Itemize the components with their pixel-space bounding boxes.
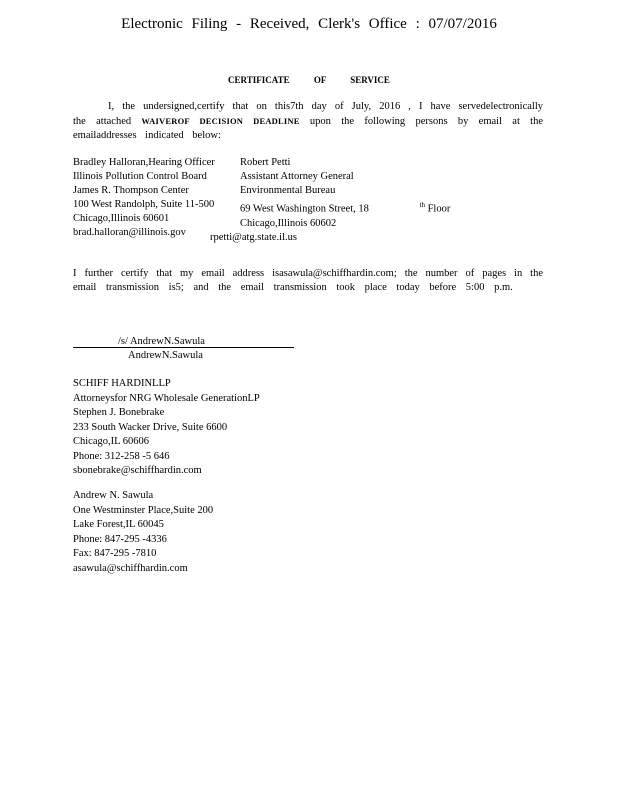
attorney-city: Lake Forest,IL 60045 bbox=[73, 519, 164, 530]
intro-line-2 bbox=[73, 114, 543, 129]
firm-phone: Phone: 312-258 -5 646 bbox=[73, 450, 170, 462]
recipient-name: Bradley Halloran,Hearing Officer bbox=[73, 157, 215, 168]
firm-street: 233 South Wacker Drive, Suite 6600 bbox=[73, 421, 228, 433]
further-line-1: I further certify that my email address isasawula@schiffhardin.com; the number of pages in the bbox=[73, 268, 543, 279]
recipient-name: Robert Petti bbox=[240, 157, 291, 168]
further-line-2: email transmission is5; and the email transmission took place today before 5:00 p.m. bbox=[73, 282, 513, 293]
service-list-left bbox=[73, 156, 215, 240]
further-certification bbox=[73, 267, 543, 295]
intro-line-2-pre: the attached bbox=[73, 116, 132, 127]
attorney-name: Andrew N. Sawula bbox=[73, 490, 154, 501]
recipient-street-text: 69 West Washington Street, 18 bbox=[240, 203, 369, 215]
signature-slash: /s/ AndrewN.Sawula bbox=[118, 336, 205, 347]
recipient-email-text: rpetti@atg.state.il.us bbox=[210, 231, 297, 243]
document-title: WAIVEROF DECISION DEADLINE bbox=[141, 116, 300, 126]
floor-superscript: th bbox=[419, 201, 425, 209]
firm-city: Chicago,IL 60606 bbox=[73, 436, 150, 447]
firm-attorney: Stephen J. Bonebrake bbox=[73, 407, 165, 418]
recipient-city: Chicago,Illinois 60602 bbox=[240, 217, 337, 229]
intro-line-1: I, the undersigned,certify that on this7th day of July, 2016 , I have servedelectronically bbox=[108, 101, 543, 112]
filing-stamp-header: Electronic Filing - Received, Clerk's Office : 07/07/2016 bbox=[121, 16, 497, 32]
attorney-email: asawula@schiffhardin.com bbox=[73, 562, 188, 574]
firm-role: Attorneysfor NRG Wholesale GenerationLP bbox=[73, 392, 260, 404]
signature-line bbox=[73, 347, 294, 348]
certificate-intro bbox=[73, 100, 543, 143]
recipient-email: brad.halloran@illinois.gov bbox=[73, 227, 186, 238]
recipient-street bbox=[240, 198, 450, 217]
service-list-right bbox=[210, 156, 451, 245]
attorney-fax: Fax: 847-295 -7810 bbox=[73, 548, 157, 559]
recipient-building: James R. Thompson Center bbox=[73, 185, 189, 196]
firm-name: SCHIFF HARDINLLP bbox=[73, 378, 171, 389]
firm-email: sbonebrake@schiffhardin.com bbox=[73, 465, 202, 476]
recipient-street: 100 West Randolph, Suite 11-500 bbox=[73, 199, 215, 210]
attorney-street: One Westminster Place,Suite 200 bbox=[73, 504, 214, 516]
recipient-title: Assistant Attorney General bbox=[240, 171, 354, 182]
floor-word: Floor bbox=[427, 203, 451, 215]
recipient-email bbox=[210, 231, 450, 245]
recipient-city: Chicago,Illinois 60601 bbox=[73, 213, 170, 224]
firm-block bbox=[73, 377, 260, 479]
attorney-block bbox=[73, 489, 213, 576]
intro-line-2-post: upon the following persons by email at the bbox=[309, 116, 544, 127]
signer-name: AndrewN.Sawula bbox=[128, 350, 203, 361]
recipient-org: Illinois Pollution Control Board bbox=[73, 171, 207, 182]
intro-line-3: emailaddresses indicated below: bbox=[73, 130, 221, 141]
certificate-title: CERTIFICATE OF SERVICE bbox=[228, 75, 390, 85]
recipient-bureau: Environmental Bureau bbox=[240, 185, 336, 196]
attorney-phone: Phone: 847-295 -4336 bbox=[73, 533, 167, 545]
